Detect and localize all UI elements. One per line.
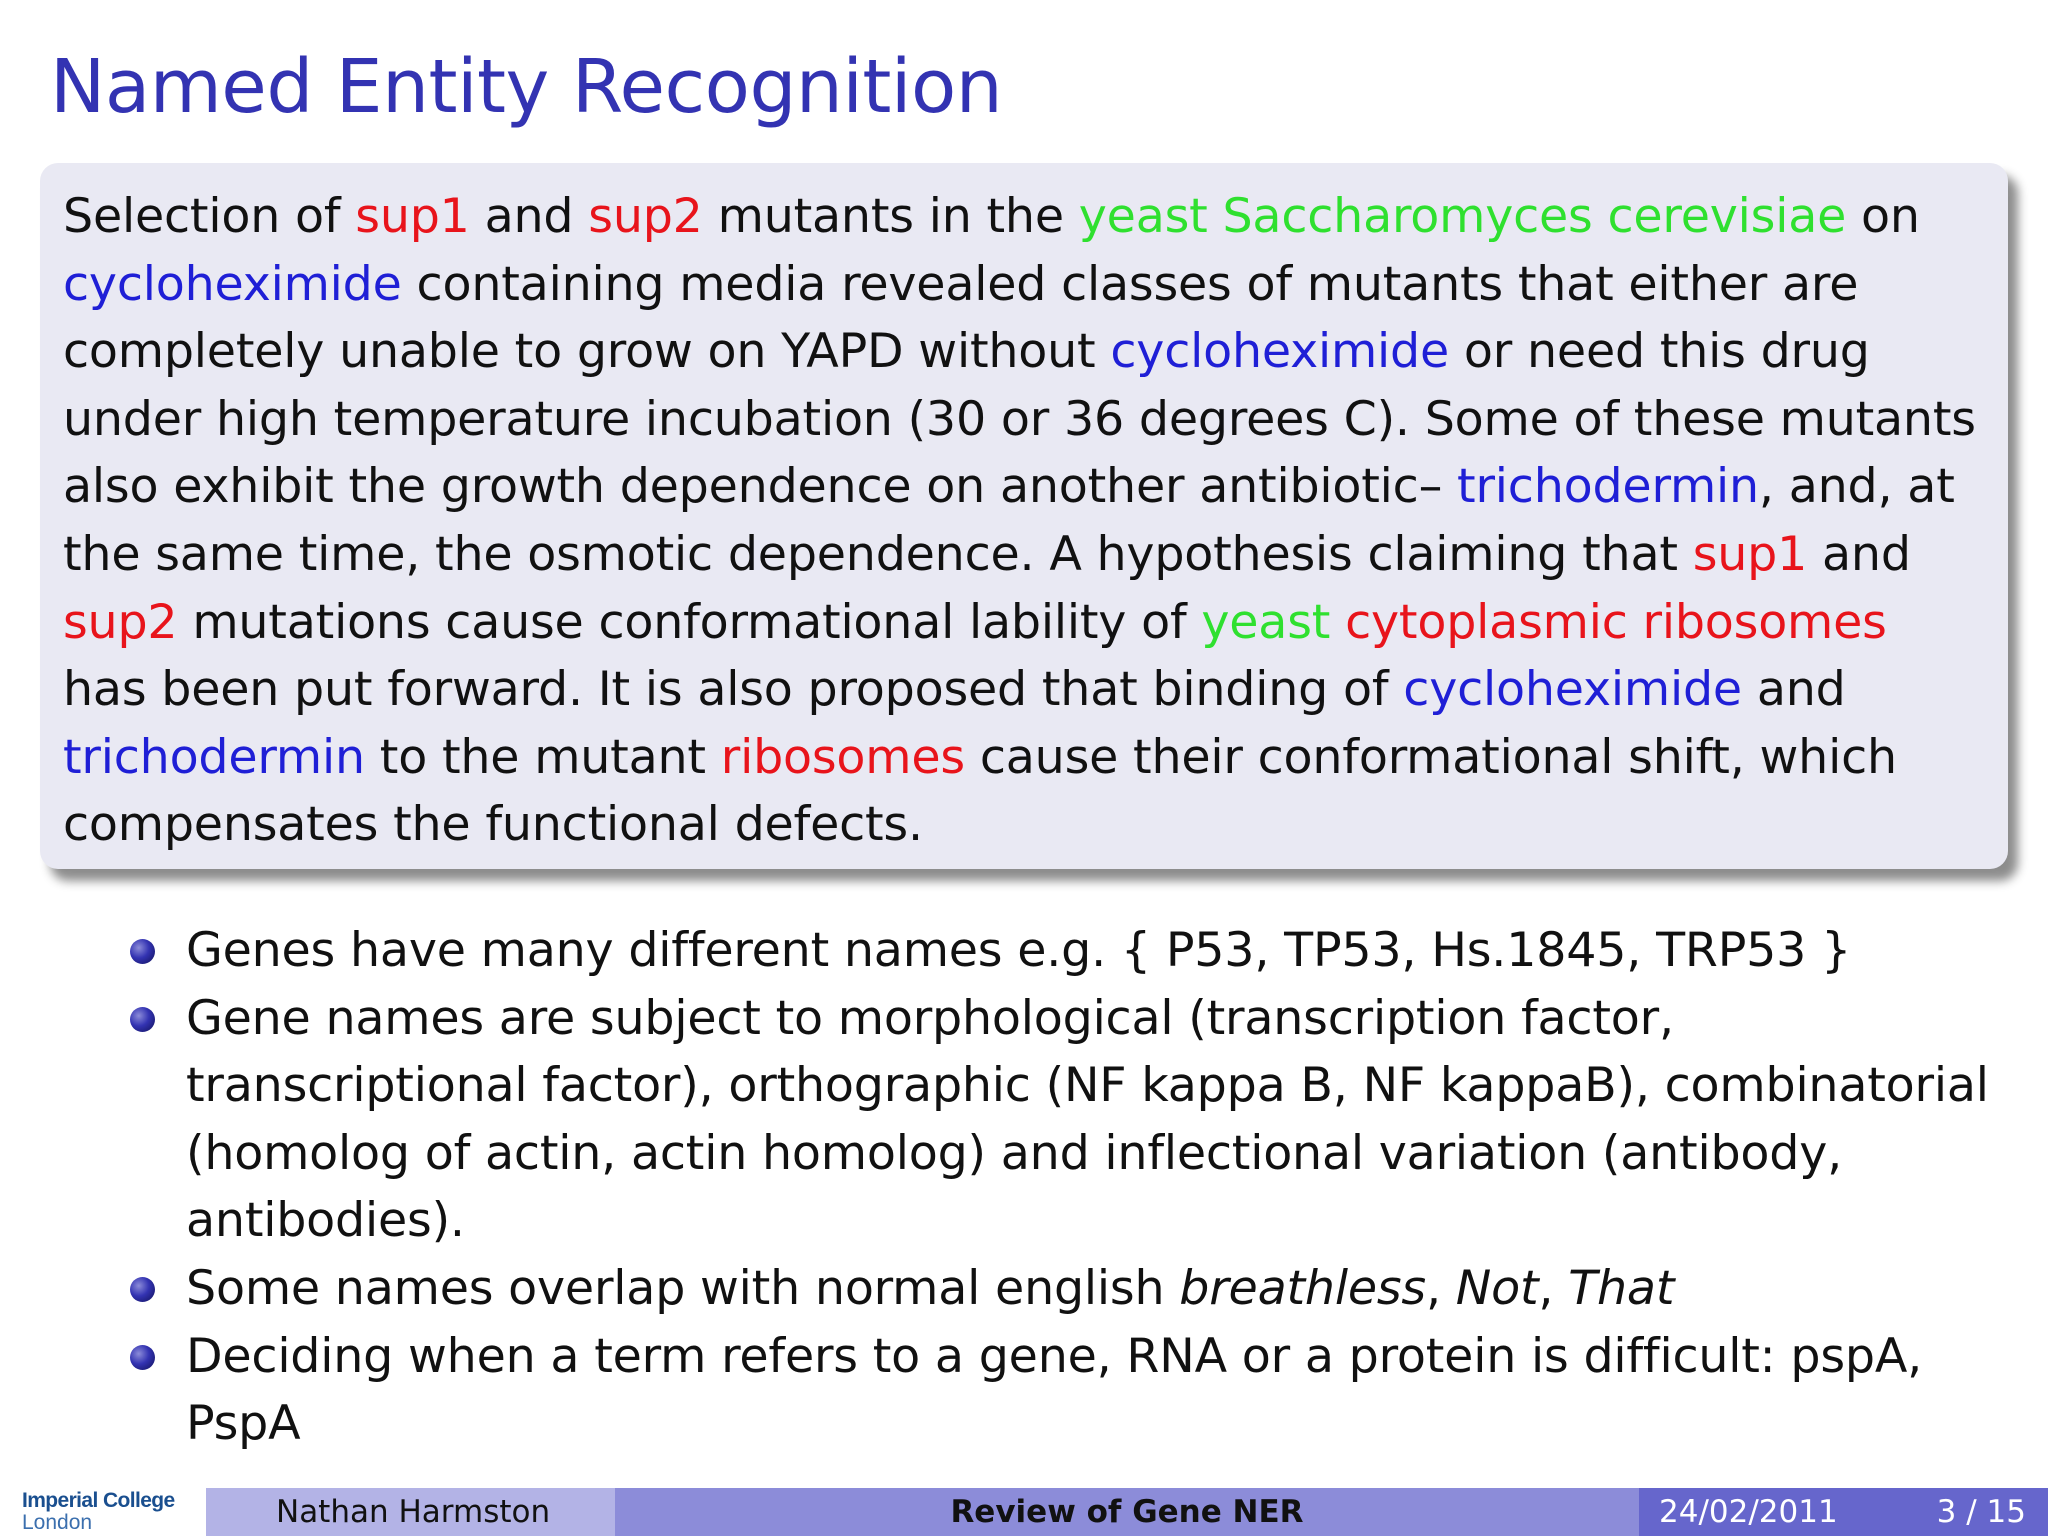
entity-chemical: cycloheximide: [1110, 324, 1450, 380]
text-segment: mutations cause conformational lability of: [177, 594, 1202, 650]
bullet-dot-icon: [130, 1007, 155, 1032]
bullet-item: [130, 917, 1990, 985]
entity-chemical: cycloheximide: [63, 256, 402, 312]
footer-bar: [0, 1488, 2048, 1536]
text-segment: containing media revealed classes of mutants that either are completely unable to grow on YAPD without: [63, 256, 1859, 380]
example-text-block: [40, 163, 2008, 869]
example-word: Not: [1455, 1260, 1539, 1316]
example-word: That: [1568, 1260, 1675, 1316]
text-segment: mutants in the: [702, 189, 1079, 244]
text-segment: has been put forward. It is also proposed that binding of: [63, 662, 1404, 718]
separator: ,: [1425, 1260, 1456, 1316]
text-segment: cause their conformational shift, which compensates the functional defects.: [63, 729, 1897, 853]
text-segment: on: [1846, 189, 1920, 244]
entity-chemical: cycloheximide: [1403, 662, 1742, 718]
example-word: breathless: [1179, 1260, 1426, 1316]
slide-title: Named Entity Recognition: [50, 44, 1003, 130]
text-segment: to the mutant: [364, 729, 721, 785]
bullet-text: Gene names are subject to morphological (transcription factor, transcriptional factor), orthographic (NF kappa B, NF kappaB), combinatorial (homolog of actin, actin homolog) and inflectional variation (antibody, antibodies).: [186, 990, 1989, 1249]
separator: ,: [1538, 1260, 1569, 1316]
bullet-text: Genes have many different names e.g. { P53, TP53, Hs.1845, TRP53 }: [186, 923, 1852, 978]
footer-date: 24/02/2011: [1659, 1494, 1838, 1530]
bullet-text: Some names overlap with normal english: [186, 1260, 1180, 1316]
bullet-dot-icon: [130, 939, 155, 964]
footer-title: Review of Gene NER: [615, 1488, 1639, 1536]
entity-gene: ribosomes: [720, 729, 965, 785]
bullet-list: [130, 917, 1990, 1458]
entity-chemical: trichodermin: [1457, 459, 1759, 515]
entity-organism: yeast Saccharomyces cerevisiae: [1078, 189, 1847, 244]
entity-gene: sup1: [355, 189, 470, 244]
imperial-college-logo: [22, 1490, 192, 1534]
bullet-item: [130, 1255, 1990, 1323]
bullet-dot-icon: [130, 1345, 155, 1370]
entity-gene: sup2: [63, 594, 178, 650]
page-counter: 3 / 15: [1936, 1494, 2026, 1530]
text-segment: , and, at the same time, the osmotic dependence. A hypothesis claiming that: [63, 459, 1955, 582]
entity-gene: sup2: [588, 189, 703, 244]
bullet-dot-icon: [130, 1277, 155, 1302]
annotated-abstract: [63, 183, 1984, 859]
footer-date-pages: [1639, 1488, 2048, 1536]
bullet-item: [130, 985, 1990, 1255]
text-segment: and: [1807, 526, 1911, 582]
entity-organism: yeast: [1201, 594, 1331, 650]
text-segment: or need this drug under high temperature incubation (30 or 36 degrees C). Some of these mutants also exhibit the growth dependence on another antibiotic–: [63, 324, 1976, 515]
text-segment: and: [1741, 662, 1846, 718]
bullet-item: [130, 1323, 1990, 1458]
text-segment: Selection of: [63, 189, 356, 244]
entity-gene: cytoplasmic ribosomes: [1345, 594, 1887, 650]
entity-gene: sup1: [1692, 526, 1808, 582]
entity-chemical: trichodermin: [63, 729, 365, 785]
logo-line-2: London: [22, 1511, 93, 1534]
text-segment: [1330, 595, 1345, 650]
text-segment: and: [469, 189, 589, 244]
logo-line-1: Imperial College: [22, 1489, 175, 1512]
footer-author: Nathan Harmston: [206, 1488, 615, 1536]
bullet-text: Deciding when a term refers to a gene, RNA or a protein is difficult: pspA, PspA: [186, 1328, 1923, 1452]
